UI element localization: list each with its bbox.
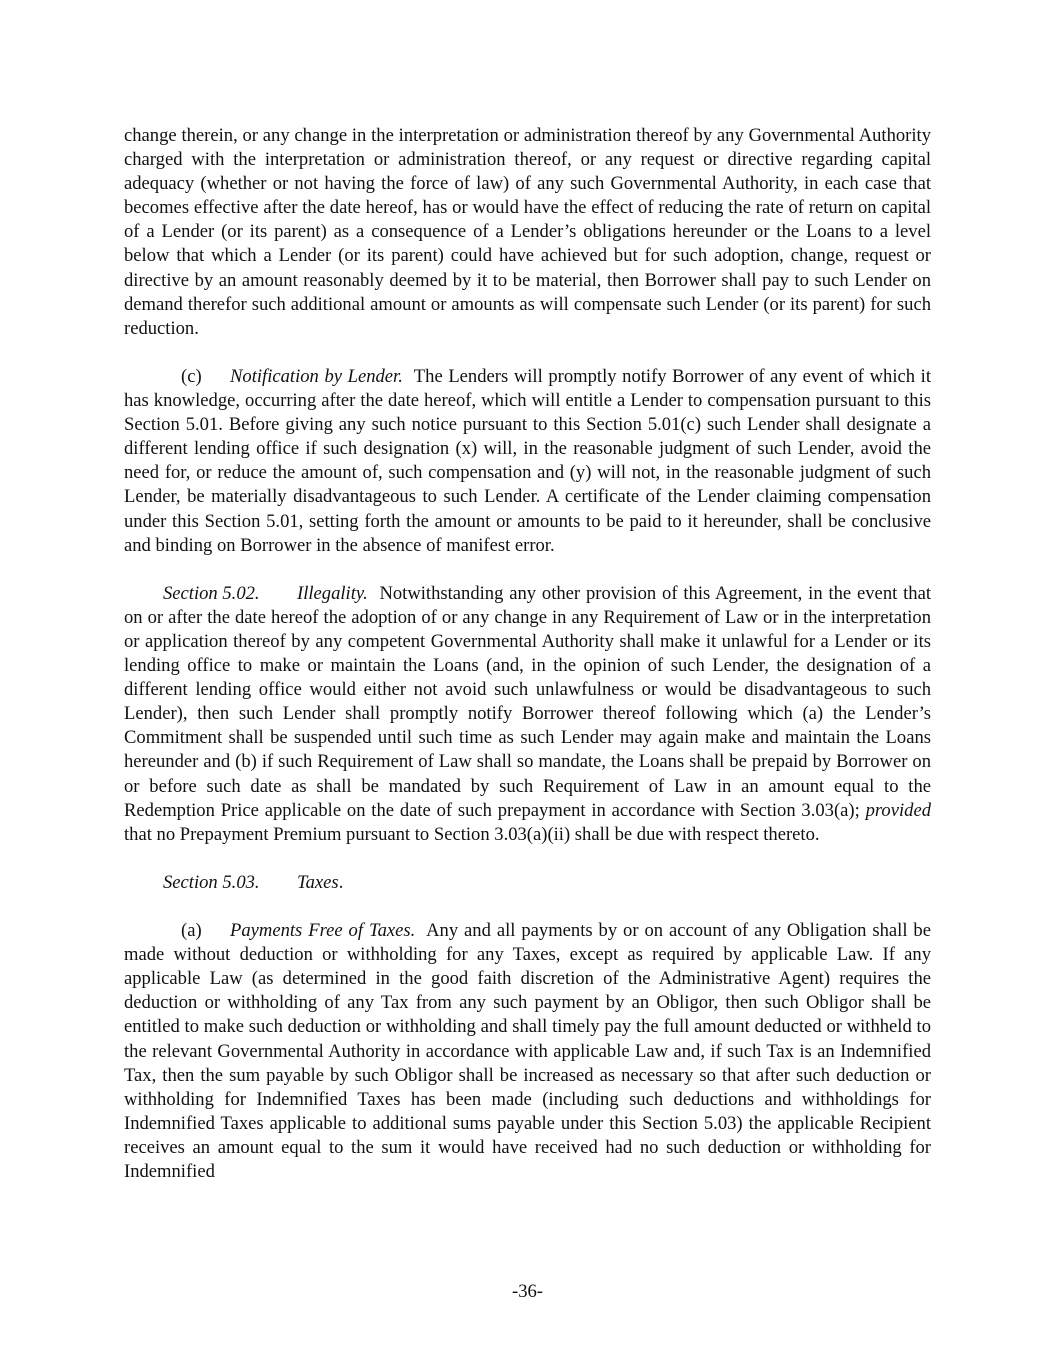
clause-heading-a: Payments Free of Taxes.	[230, 920, 416, 942]
section-title-5-03: Taxes	[297, 871, 339, 893]
page-number: -36-	[512, 1281, 543, 1302]
paragraph-payments-free-of-taxes	[124, 919, 931, 1184]
section-text-5-02-end: that no Prepayment Premium pursuant to Section 3.03(a)(ii) shall be due with respect thereto.	[124, 823, 820, 845]
section-title-5-02: Illegality.	[297, 582, 368, 604]
clause-label-a: (a)	[181, 920, 202, 942]
section-title-5-03-period: .	[338, 871, 344, 893]
section-number-5-03: Section 5.03.	[163, 871, 260, 893]
clause-label-c: (c)	[181, 365, 202, 387]
section-number-5-02: Section 5.02.	[163, 582, 260, 604]
clause-text-a: Any and all payments by or on account of any Obligation shall be made without deduction or withholding for any Taxes, except as required by applicable Law. If any applicable Law (as determined in the good faith discretion of the Administrative Agent) requires the deduction or withholding of any Tax from any such payment by an Obligor, then such Obligor shall be entitled to make such deduction or withholding and shall timely pay the full amount deducted or withheld to the relevant Governmental Authority in accordance with applicable Law and, if such Tax is an Indemnified Tax, then the sum payable by such Obligor shall be increased as necessary so that after such deduction or withholding for Indemnified Taxes has been made (including such deductions and withholdings for Indemnified Taxes applicable to additional sums payable under this Section 5.03) the applicable Recipient receives an amount equal to the sum it would have received had no such deduction or withholding for Indemnified	[124, 920, 931, 1183]
section-5-03-heading	[124, 871, 931, 895]
document-body	[124, 124, 931, 1184]
clause-heading-c: Notification by Lender.	[230, 365, 403, 387]
paragraph-continuation: change therein, or any change in the interpretation or administration thereof by any Governmental Authority charged with the interpretation or administration thereof, or any request or directive regarding capital adequacy (whether or not having the force of law) of any such Governmental Authority, in each case that becomes effective after the date hereof, has or would have the effect of reducing the rate of return on capital of a Lender (or its parent) as a consequence of a Lender’s obligations hereunder or the Loans to a level below that which a Lender (or its parent) could have achieved but for such adoption, change, request or directive by an amount reasonably deemed by it to be material, then Borrower shall pay to such Lender on demand therefor such additional amount or amounts as will compensate such Lender (or its parent) for such reduction.	[124, 125, 931, 339]
section-text-5-02: Notwithstanding any other provision of this Agreement, in the event that on or after the date hereof the adoption of or any change in any Requirement of Law or in the interpretation or application thereof by any competent Governmental Authority shall make it unlawful for a Lender or its lending office to make or maintain the Loans (and, in the opinion of such Lender, the designation of a different lending office would either not avoid such unlawfulness or would be disadvantageous to such Lender), then such Lender shall promptly notify Borrower thereof following which (a) the Lender’s Commitment shall be suspended until such time as such Lender may again make and maintain the Loans hereunder and (b) if such Requirement of Law shall so mandate, the Loans shall be prepaid by Borrower on or before such date as shall be mandated by such Requirement of Law in an amount equal to the Redemption Price applicable on the date of such prepayment in accordance with Section 3.03(a);	[124, 582, 932, 821]
clause-text-c: The Lenders will promptly notify Borrower of any event of which it has knowledge, occurring after the date hereof, which will entitle a Lender to compensation pursuant to this Section 5.01. Before giving any such notice pursuant to this Section 5.01(c) such Lender shall designate a different lending office if such designation (x) will, in the reasonable judgment of such Lender, avoid the need for, or reduce the amount of, such compensation and (y) will not, in the reasonable judgment of such Lender, be materially disadvantageous to such Lender. A certificate of the Lender claiming compensation under this Section 5.01, setting forth the amount or amounts to be paid to it hereunder, shall be conclusive and binding on Borrower in the absence of manifest error.	[124, 365, 931, 556]
provided-term: provided	[865, 799, 931, 821]
section-5-02	[124, 582, 931, 847]
paragraph-notification-by-lender	[124, 365, 931, 558]
